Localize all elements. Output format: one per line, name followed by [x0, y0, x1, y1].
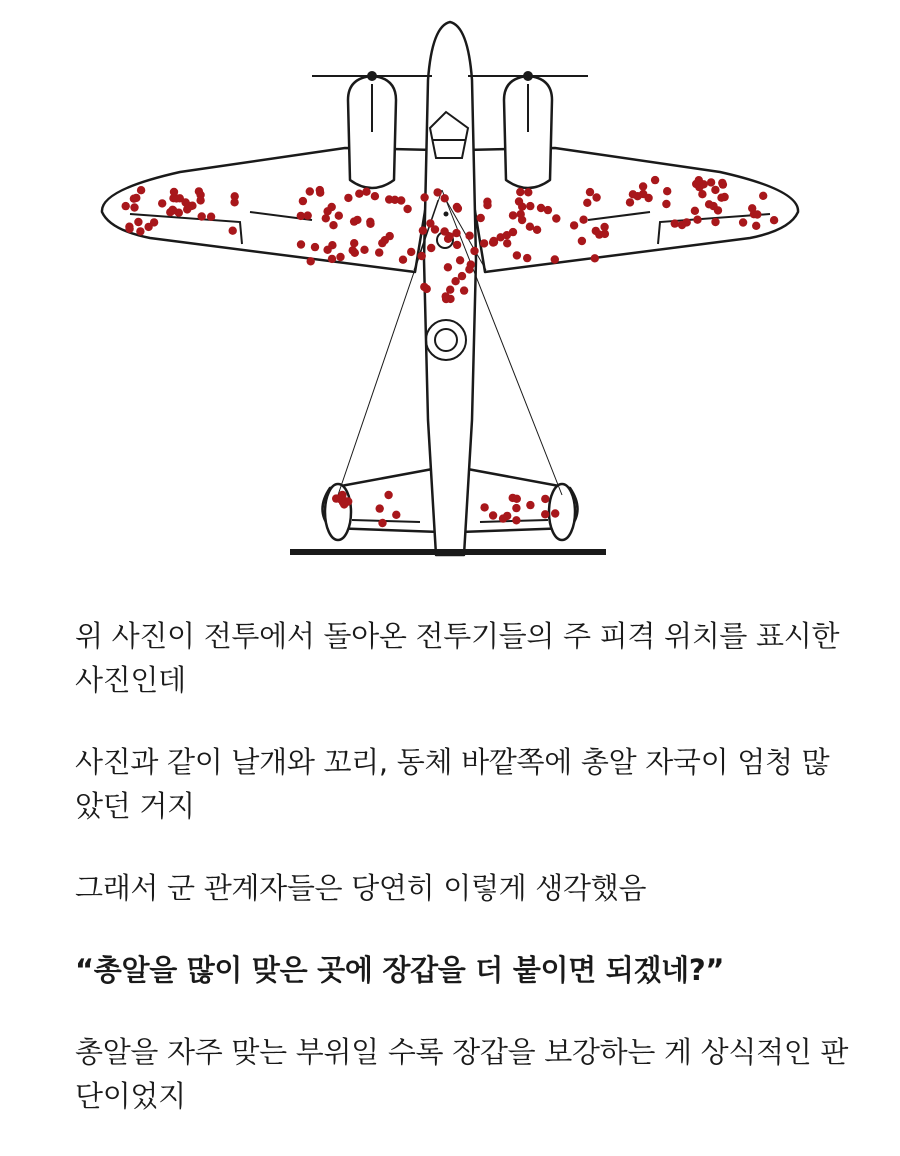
bullet-hit-dot	[433, 188, 441, 196]
bullet-hit-dot	[419, 226, 427, 234]
plane-svg	[90, 0, 810, 580]
bullet-hit-dot	[570, 221, 578, 229]
paragraph-2: 사진과 같이 날개와 꼬리, 동체 바깥쪽에 총알 자국이 엄청 많았던 거지	[75, 745, 830, 823]
bullet-hit-dot	[418, 252, 426, 260]
bullet-hit-dot	[526, 501, 534, 509]
paragraph-quote: “총알을 많이 맞은 곳에 장갑을 더 붙이면 되겠네?”	[75, 953, 725, 987]
bullet-hit-dot	[480, 239, 488, 247]
bullet-hit-dot	[739, 218, 747, 226]
bullet-hit-dot	[489, 511, 497, 519]
bullet-hit-dot	[353, 216, 361, 224]
bullet-hit-dot	[698, 190, 706, 198]
bullet-hit-dot	[442, 295, 450, 303]
bullet-hit-dot	[399, 256, 407, 264]
bullet-hit-dot	[403, 205, 411, 213]
bullet-hit-dot	[509, 228, 517, 236]
bullet-hit-dot	[125, 225, 133, 233]
bullet-hit-dot	[136, 227, 144, 235]
bullet-hit-dot	[517, 210, 525, 218]
article-body	[75, 614, 855, 1156]
bullet-hit-dot	[427, 244, 435, 252]
paragraph-3: 그래서 군 관계자들은 당연히 이렇게 생각했음	[75, 871, 647, 905]
bullet-hit-dot	[328, 255, 336, 263]
bullet-hit-dot	[392, 511, 400, 519]
bullet-hit-dot	[718, 179, 726, 187]
bullet-hit-dot	[426, 219, 434, 227]
bullet-hit-dot	[583, 199, 591, 207]
bullet-hit-dot	[592, 193, 600, 201]
bullet-hit-dot	[304, 211, 312, 219]
bullet-hit-dot	[444, 263, 452, 271]
bullet-hit-dot	[207, 213, 215, 221]
bullet-hit-dot	[639, 182, 647, 190]
bullet-hit-dot	[423, 285, 431, 293]
bullet-hit-dot	[770, 216, 778, 224]
bullet-hit-dot	[714, 206, 722, 214]
bullet-hit-dot	[456, 256, 464, 264]
bullet-hit-dot	[526, 223, 534, 231]
bullet-hit-dot	[551, 509, 559, 517]
bullet-hit-dot	[523, 254, 531, 262]
bullet-hit-dot	[691, 207, 699, 215]
bullet-hit-dot	[144, 223, 152, 231]
bullet-hit-dot	[137, 186, 145, 194]
bullet-hit-dot	[651, 176, 659, 184]
bullet-hit-dot	[509, 494, 517, 502]
bullet-hit-dot	[629, 190, 637, 198]
bullet-hit-dot	[753, 210, 761, 218]
bullet-hit-dot	[130, 203, 138, 211]
bullet-hit-dot	[477, 214, 485, 222]
bullet-hit-dot	[322, 214, 330, 222]
bullet-hit-dot	[516, 188, 524, 196]
bullet-hit-dot	[578, 237, 586, 245]
bullet-hit-dot	[391, 196, 399, 204]
bullet-hit-dot	[168, 206, 176, 214]
bullet-hit-dot	[311, 243, 319, 251]
bullet-hit-dot	[329, 221, 337, 229]
bullet-hit-dot	[407, 248, 415, 256]
bullet-hit-dot	[229, 227, 237, 235]
bullet-hit-dot	[323, 207, 331, 215]
bullet-hit-dot	[513, 251, 521, 259]
bullet-hit-dot	[671, 219, 679, 227]
bullet-hit-dot	[196, 196, 204, 204]
bullet-hit-dot	[586, 188, 594, 196]
bullet-hit-dot	[695, 176, 703, 184]
bullet-hit-dot	[344, 194, 352, 202]
paragraph-1: 위 사진이 전투에서 돌아온 전투기들의 주 피격 위치를 표시한 사진인데	[75, 619, 840, 697]
bullet-hit-dot	[470, 247, 478, 255]
bullet-hit-dot	[444, 235, 452, 243]
bullet-hit-dot	[541, 510, 549, 518]
bullet-hit-dot	[663, 187, 671, 195]
bullet-hit-dot	[198, 212, 206, 220]
bullet-hit-dot	[759, 192, 767, 200]
bullet-hit-dot	[378, 519, 386, 527]
bullet-hit-dot	[465, 265, 473, 273]
bullet-hit-dot	[533, 226, 541, 234]
bullet-hit-dot	[297, 240, 305, 248]
bullet-hit-dot	[678, 221, 686, 229]
bullet-hit-dot	[316, 186, 324, 194]
bullet-hit-dot	[360, 246, 368, 254]
bullet-hit-dot	[579, 216, 587, 224]
bullet-hit-dot	[355, 190, 363, 198]
left-fin	[325, 484, 351, 540]
bullet-hit-dot	[132, 194, 140, 202]
bullet-hit-dot	[351, 249, 359, 257]
bullet-hit-dot	[454, 204, 462, 212]
bullet-hit-dot	[375, 248, 383, 256]
bullet-hit-dot	[323, 246, 331, 254]
bullet-hit-dot	[551, 255, 559, 263]
bullet-hit-dot	[544, 206, 552, 214]
bullet-hit-dot	[707, 178, 715, 186]
bullet-hit-dot	[366, 220, 374, 228]
bullet-hit-dot	[134, 218, 142, 226]
bullet-hit-dot	[512, 516, 520, 524]
bullet-hit-dot	[591, 254, 599, 262]
bullet-hit-dot	[458, 272, 466, 280]
bullet-hit-dot	[552, 214, 560, 222]
bullet-hit-dot	[509, 211, 517, 219]
bullet-hit-dot	[639, 190, 647, 198]
bullet-hit-dot	[453, 241, 461, 249]
bullet-hit-dot	[188, 202, 196, 210]
bullet-hit-dot	[306, 187, 314, 195]
bullet-hit-dot	[230, 198, 238, 206]
bullet-hit-dot	[705, 200, 713, 208]
bullet-hit-dot	[524, 188, 532, 196]
bullet-hit-dot	[512, 504, 520, 512]
bullet-hit-dot	[170, 188, 178, 196]
bullet-hit-dot	[693, 216, 701, 224]
bullet-hit-dot	[460, 286, 468, 294]
bullet-hit-dot	[662, 200, 670, 208]
bullet-hit-dot	[711, 218, 719, 226]
bullet-hit-dot	[350, 239, 358, 247]
bullet-hit-dot	[465, 232, 473, 240]
bullet-hit-dot	[483, 201, 491, 209]
bullet-hit-dot	[452, 229, 460, 237]
bullet-hit-dot	[384, 491, 392, 499]
bullet-hit-dot	[526, 202, 534, 210]
bullet-hit-dot	[420, 193, 428, 201]
bullet-hit-dot	[752, 222, 760, 230]
bullet-hit-dot	[626, 198, 634, 206]
paragraph-5: 총알을 자주 맞는 부위일 수록 장갑을 보강하는 게 상식적인 판단이었지	[75, 1035, 849, 1113]
bullet-hit-dot	[480, 503, 488, 511]
bullet-hit-dot	[503, 239, 511, 247]
plane-hit-diagram	[90, 0, 810, 580]
bullet-hit-dot	[441, 194, 449, 202]
bullet-hit-dot	[541, 495, 549, 503]
bullet-hit-dot	[307, 257, 315, 265]
bullet-hit-dot	[490, 237, 498, 245]
bullet-hit-dot	[503, 512, 511, 520]
bullet-hit-dot	[158, 199, 166, 207]
bullet-hit-dot	[381, 236, 389, 244]
bullet-hit-dot	[340, 500, 348, 508]
bullet-hit-dot	[376, 504, 384, 512]
bullet-hit-dot	[336, 253, 344, 261]
bullet-hit-dot	[122, 202, 130, 210]
bullet-hit-dot	[720, 193, 728, 201]
bullet-hit-dot	[371, 192, 379, 200]
bullet-hit-dot	[601, 230, 609, 238]
bullet-hit-dot	[515, 197, 523, 205]
bullet-hit-dot	[299, 197, 307, 205]
bullet-hit-dot	[335, 212, 343, 220]
bullet-hit-dot	[362, 188, 370, 196]
bullet-hit-dot	[711, 186, 719, 194]
